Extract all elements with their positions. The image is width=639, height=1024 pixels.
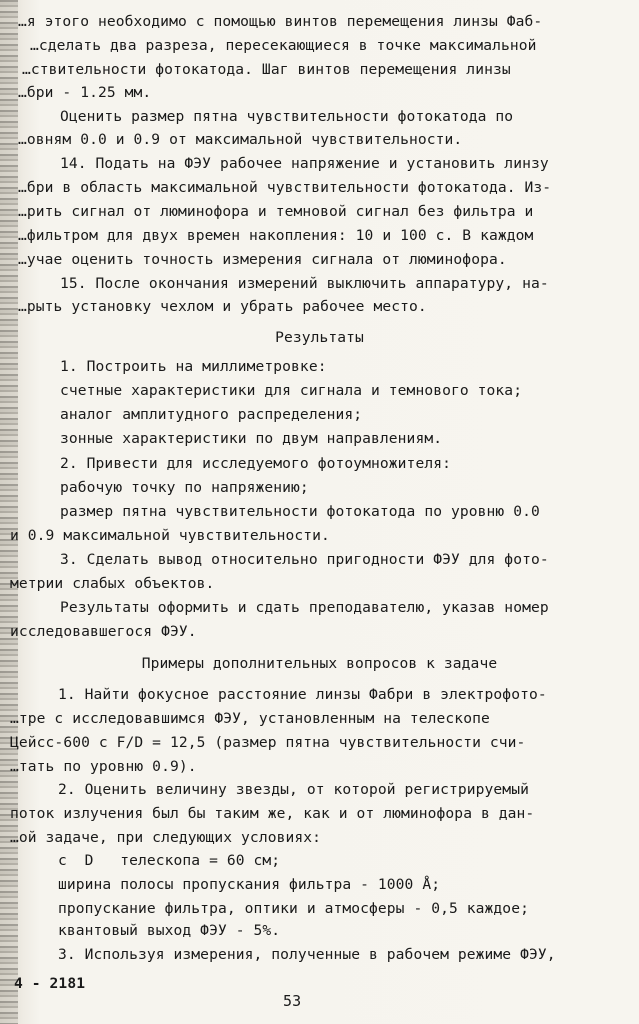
text-line: поток излучения был бы таким же, как и от люминофора в дан-	[10, 805, 535, 822]
text-line: Цейсс-600 с F/D = 12,5 (размер пятна чувствительности счи-	[10, 734, 526, 751]
text-line: 3. Сделать вывод относительно пригодности ФЭУ для фото-	[60, 551, 549, 568]
text-line: и 0.9 максимальной чувствительности.	[10, 527, 330, 544]
text-line: …сделать два разреза, пересекающиеся в точке максимальной	[30, 37, 537, 54]
text-line: …я этого необходимо с помощью винтов перемещения линзы Фаб-	[18, 13, 543, 30]
text-line: счетные характеристики для сигнала и темнового тока;	[60, 382, 523, 399]
text-line: 14. Подать на ФЭУ рабочее напряжение и установить линзу	[60, 155, 549, 172]
text-line: размер пятна чувствительности фотокатода по уровню 0.0	[60, 503, 540, 520]
text-line: …бри в область максимальной чувствительности фотокатода. Из-	[18, 179, 552, 196]
text-line: …фильтром для двух времен накопления: 10 и 100 с. В каждом	[18, 227, 534, 244]
text-line: …рыть установку чехлом и убрать рабочее место.	[18, 298, 427, 315]
text-line: …ствительности фотокатода. Шаг винтов перемещения линзы	[22, 61, 511, 78]
text-line: …бри - 1.25 мм.	[18, 84, 152, 101]
text-line: 2. Оценить величину звезды, от которой регистрируемый	[58, 781, 529, 798]
text-line: …учае оценить точность измерения сигнала от люминофора.	[18, 251, 507, 268]
text-line: аналог амплитудного распределения;	[60, 406, 363, 423]
text-line: исследовавшегося ФЭУ.	[10, 623, 197, 640]
text-line: с D телескопа = 60 см;	[58, 852, 281, 869]
text-line: 15. После окончания измерений выключить аппаратуру, на-	[60, 275, 549, 292]
text-line: квантовый выход ФЭУ - 5%.	[58, 922, 281, 939]
scan-shadow-edge	[0, 0, 18, 1024]
section-heading-examples: Примеры дополнительных вопросов к задаче	[141, 655, 498, 672]
text-line: …ой задаче, при следующих условиях:	[10, 829, 322, 846]
text-line: 1. Построить на миллиметровке:	[60, 358, 327, 375]
text-line: зонные характеристики по двум направлениям.	[60, 430, 443, 447]
text-line: 1. Найти фокусное расстояние линзы Фабри в электрофото-	[58, 686, 547, 703]
text-line: Результаты оформить и сдать преподавателю, указав номер	[60, 599, 549, 616]
text-line: 2. Привести для исследуемого фотоумножителя:	[60, 455, 451, 472]
signature-mark: 4 - 2181	[14, 975, 86, 992]
text-line: …овням 0.0 и 0.9 от максимальной чувствительности.	[18, 131, 463, 148]
page-number: 53	[283, 992, 302, 1010]
text-line: рабочую точку по напряжению;	[60, 479, 309, 496]
text-line: …тать по уровню 0.9).	[10, 758, 197, 775]
text-line: метрии слабых объектов.	[10, 575, 215, 592]
text-line: …рить сигнал от люминофора и темновой сигнал без фильтра и	[18, 203, 534, 220]
text-line: ширина полосы пропускания фильтра - 1000 Å;	[58, 876, 441, 893]
text-line: Оценить размер пятна чувствительности фотокатода по	[60, 108, 514, 125]
section-heading-results: Результаты	[275, 329, 364, 346]
text-line: …тре с исследовавшимся ФЭУ, установленным на телескопе	[10, 710, 490, 727]
text-line: 3. Используя измерения, полученные в рабочем режиме ФЭУ,	[58, 946, 556, 963]
text-line: пропускание фильтра, оптики и атмосферы - 0,5 каждое;	[58, 900, 529, 917]
